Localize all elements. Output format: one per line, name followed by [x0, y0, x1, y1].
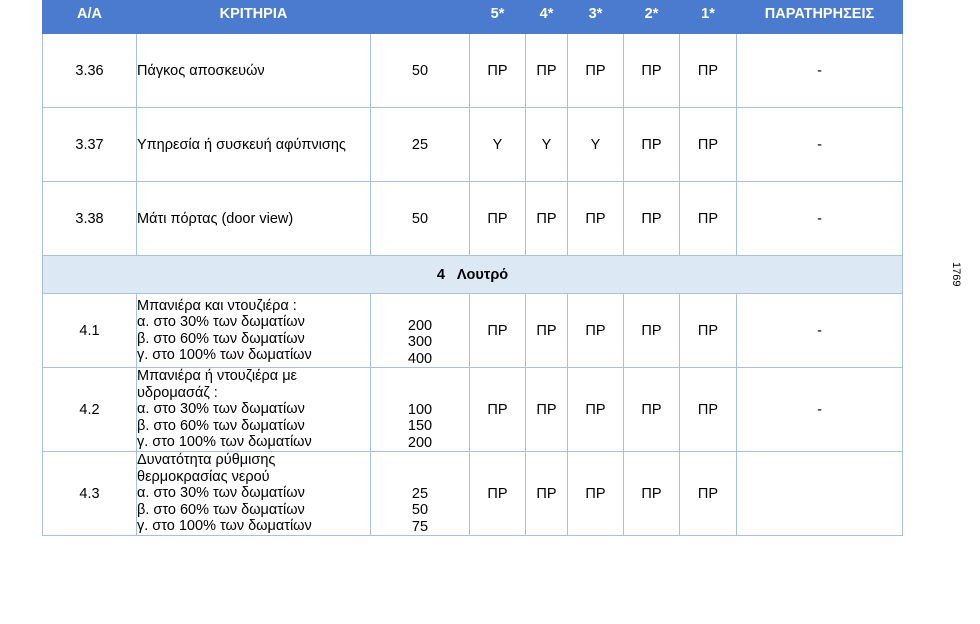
points-line: 75 — [411, 518, 429, 535]
header-criteria: ΚΡΙΤΗΡΙΑ — [137, 0, 371, 34]
row-4-star: ΠΡ — [526, 294, 568, 368]
row-1-star: ΠΡ — [680, 368, 737, 452]
criterion-line: γ. στο 100% των δωματίων — [137, 434, 312, 451]
header-2-star: 2* — [624, 0, 680, 34]
row-points — [371, 368, 470, 452]
table-row — [43, 368, 903, 452]
header-5-star: 5* — [470, 0, 526, 34]
row-5-star: ΠΡ — [470, 452, 526, 536]
row-3-star: ΠΡ — [568, 182, 624, 256]
criterion-line: γ. στο 100% των δωματίων — [137, 347, 312, 363]
row-1-star: ΠΡ — [680, 294, 737, 368]
criterion-line: β. στο 60% των δωματίων — [137, 417, 305, 434]
section-heading — [43, 256, 903, 294]
row-remarks: - — [737, 34, 903, 108]
row-1-star: ΠΡ — [680, 34, 737, 108]
row-4-star: ΠΡ — [526, 182, 568, 256]
table-row — [43, 294, 903, 368]
row-criterion — [137, 294, 371, 368]
row-1-star: ΠΡ — [680, 182, 737, 256]
row-4-star: ΠΡ — [526, 368, 568, 452]
row-2-star: ΠΡ — [624, 108, 680, 182]
table-row — [43, 452, 903, 536]
row-2-star: ΠΡ — [624, 34, 680, 108]
criterion-line: α. στο 30% των δωματίων — [137, 401, 305, 418]
row-4-star: ΠΡ — [526, 452, 568, 536]
row-criterion — [137, 368, 371, 452]
row-3-star: ΠΡ — [568, 452, 624, 536]
row-3-star: ΠΡ — [568, 294, 624, 368]
points-line: 200 — [407, 317, 433, 334]
points-line: 400 — [407, 350, 433, 367]
criterion-line: α. στο 30% των δωματίων — [137, 314, 305, 330]
row-2-star: ΠΡ — [624, 294, 680, 368]
table-row — [43, 182, 903, 256]
points-line: 50 — [411, 502, 429, 518]
header-points — [371, 0, 470, 34]
row-remarks: - — [737, 294, 903, 368]
row-points — [371, 452, 470, 536]
row-points: 50 — [371, 34, 470, 108]
row-criterion: Υπηρεσία ή συσκευή αφύπνισης — [137, 108, 371, 182]
table-row — [43, 108, 903, 182]
row-id: 3.37 — [43, 108, 137, 182]
row-points: 50 — [371, 182, 470, 256]
page-number: 1769 — [950, 262, 962, 287]
row-remarks: - — [737, 368, 903, 452]
points-line: 100 — [407, 401, 433, 418]
row-5-star: ΠΡ — [470, 182, 526, 256]
row-remarks: - — [737, 108, 903, 182]
section-title: Λουτρό — [456, 266, 509, 283]
criterion-line: β. στο 60% των δωματίων — [137, 330, 305, 347]
row-2-star: ΠΡ — [624, 368, 680, 452]
row-4-star: ΠΡ — [526, 34, 568, 108]
header-remarks: ΠΑΡΑΤΗΡΗΣΕΙΣ — [737, 0, 903, 34]
points-line: 25 — [411, 485, 429, 502]
row-remarks: - — [737, 182, 903, 256]
header-1-star: 1* — [680, 0, 737, 34]
row-3-star: ΠΡ — [568, 368, 624, 452]
row-points: 25 — [371, 108, 470, 182]
row-remarks — [737, 452, 903, 536]
row-id: 4.1 — [43, 294, 137, 368]
row-3-star: ΠΡ — [568, 34, 624, 108]
row-criterion: Πάγκος αποσκευών — [137, 34, 371, 108]
row-id: 3.38 — [43, 182, 137, 256]
row-2-star: ΠΡ — [624, 182, 680, 256]
row-criterion: Μάτι πόρτας (door view) — [137, 182, 371, 256]
row-5-star: ΠΡ — [470, 34, 526, 108]
points-line: 150 — [407, 418, 433, 434]
row-2-star: ΠΡ — [624, 452, 680, 536]
row-5-star: ΠΡ — [470, 368, 526, 452]
row-5-star: Υ — [470, 108, 526, 182]
row-id: 3.36 — [43, 34, 137, 108]
row-points — [371, 294, 470, 368]
section-row — [43, 256, 903, 294]
criterion-line: Δυνατότητα ρύθμισης — [137, 452, 276, 469]
row-id: 4.3 — [43, 452, 137, 536]
criterion-line: υδρομασάζ : — [137, 384, 218, 401]
row-1-star: ΠΡ — [680, 108, 737, 182]
table-row — [43, 34, 903, 108]
criterion-line: Μπανιέρα και ντουζιέρα : — [137, 297, 297, 314]
row-4-star: Υ — [526, 108, 568, 182]
criterion-line: θερμοκρασίας νερού — [137, 468, 270, 485]
row-3-star: Υ — [568, 108, 624, 182]
header-3-star: 3* — [568, 0, 624, 34]
header-aa: Α/Α — [43, 0, 137, 34]
points-line: 200 — [407, 434, 433, 451]
row-id: 4.2 — [43, 368, 137, 452]
criterion-line: α. στο 30% των δωματίων — [137, 485, 305, 502]
table-header-row — [43, 0, 903, 34]
row-criterion — [137, 452, 371, 536]
criteria-table — [42, 0, 903, 536]
row-1-star: ΠΡ — [680, 452, 737, 536]
row-5-star: ΠΡ — [470, 294, 526, 368]
points-line: 300 — [407, 334, 433, 350]
header-4-star: 4* — [526, 0, 568, 34]
criterion-line: Μπανιέρα ή ντουζιέρα με — [137, 368, 298, 385]
criterion-line: γ. στο 100% των δωματίων — [137, 518, 312, 535]
criterion-line: β. στο 60% των δωματίων — [137, 501, 305, 518]
section-number: 4 — [436, 266, 445, 283]
